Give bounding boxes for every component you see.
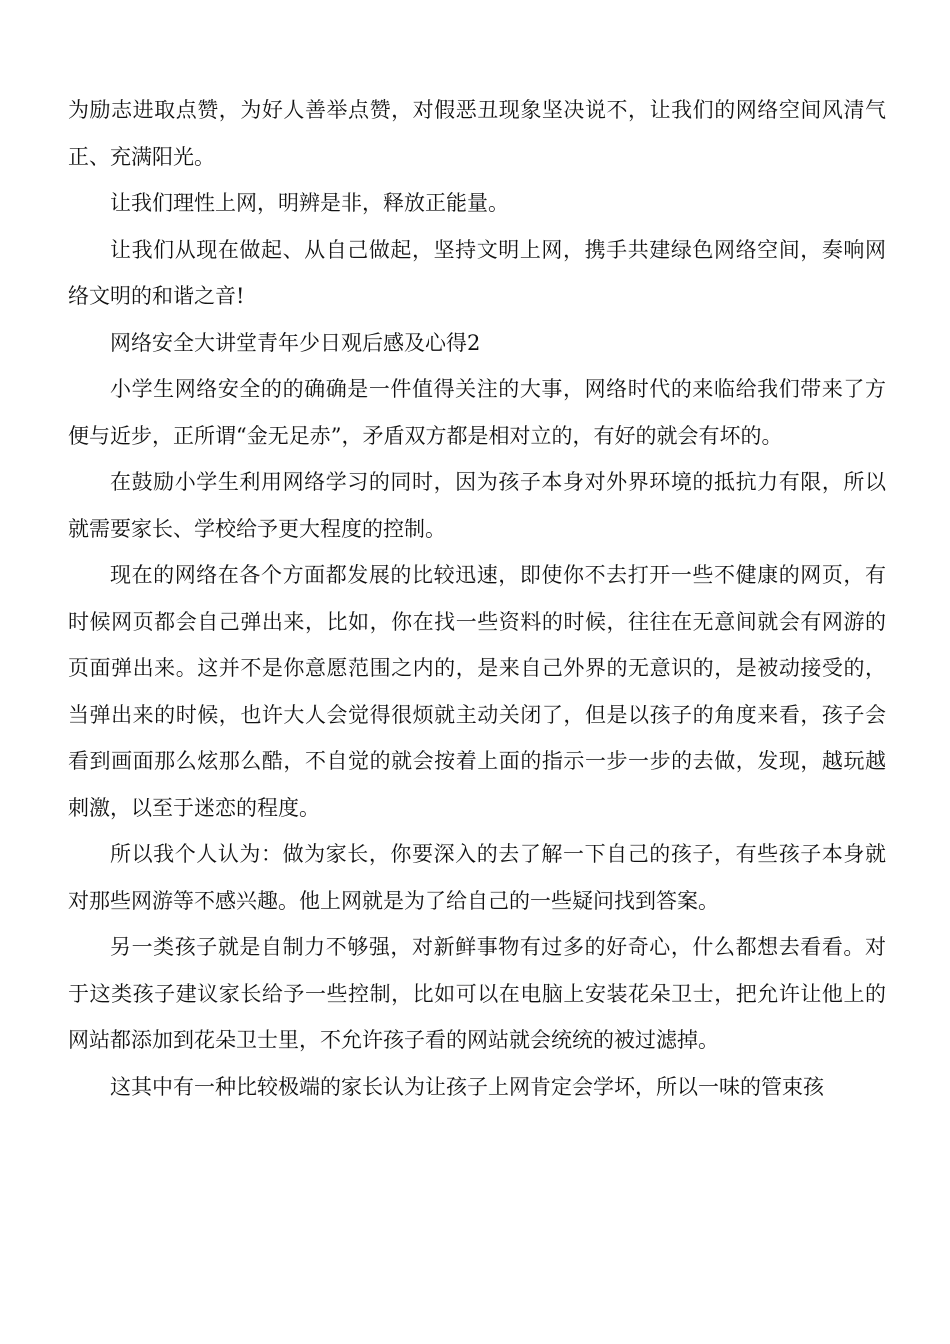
- document-page: [68, 87, 886, 1110]
- paragraph-8: 所以我个人认为：做为家长，你要深入的去了解一下自己的孩子，有些孩子本身就对那些网游等不感兴趣。他上网就是为了给自己的一些疑问找到答案。: [68, 842, 886, 913]
- paragraph-1: 为励志进取点赞，为好人善举点赞，对假恶丑现象坚决说不，让我们的网络空间风清气正、充满阳光。: [68, 98, 886, 169]
- paragraph-6: 在鼓励小学生利用网络学习的同时，因为孩子本身对外界环境的抵抗力有限，所以就需要家长、学校给予更大程度的控制。: [68, 470, 886, 541]
- paragraph-3: 让我们从现在做起、从自己做起，坚持文明上网，携手共建绿色网络空间，奏响网络文明的和谐之音!: [68, 237, 886, 308]
- paragraph-5: 小学生网络安全的的确确是一件值得关注的大事，网络时代的来临给我们带来了方便与近步，正所谓“金无足赤”，矛盾双方都是相对立的，有好的就会有坏的。: [68, 377, 886, 448]
- paragraph-10: 这其中有一种比较极端的家长认为让孩子上网肯定会学坏，所以一味的管束孩: [110, 1074, 824, 1099]
- paragraph-7: 现在的网络在各个方面都发展的比较迅速，即使你不去打开一些不健康的网页，有时候网页都会自己弹出来，比如，你在找一些资料的时候，往往在无意间就会有网游的页面弹出来。这并不是你意愿范围之内的，是来自己外界的无意识的，是被动接受的，当弹出来的时候，也许大人会觉得很烦就主动关闭了，但是以孩子的角度来看，孩子会看到画面那么炫那么酷，不自觉的就会按着上面的指示一步一步的去做，发现，越玩越刺激，以至于迷恋的程度。: [68, 563, 886, 820]
- section-heading: 网络安全大讲堂青年少日观后感及心得2: [110, 330, 481, 355]
- paragraph-9: 另一类孩子就是自制力不够强，对新鲜事物有过多的好奇心，什么都想去看看。对于这类孩子建议家长给予一些控制，比如可以在电脑上安装花朵卫士，把允许让他上的网站都添加到花朵卫士里，不允许孩子看的网站就会统统的被过滤掉。: [68, 935, 886, 1052]
- paragraph-2: 让我们理性上网，明辨是非，释放正能量。: [110, 191, 509, 215]
